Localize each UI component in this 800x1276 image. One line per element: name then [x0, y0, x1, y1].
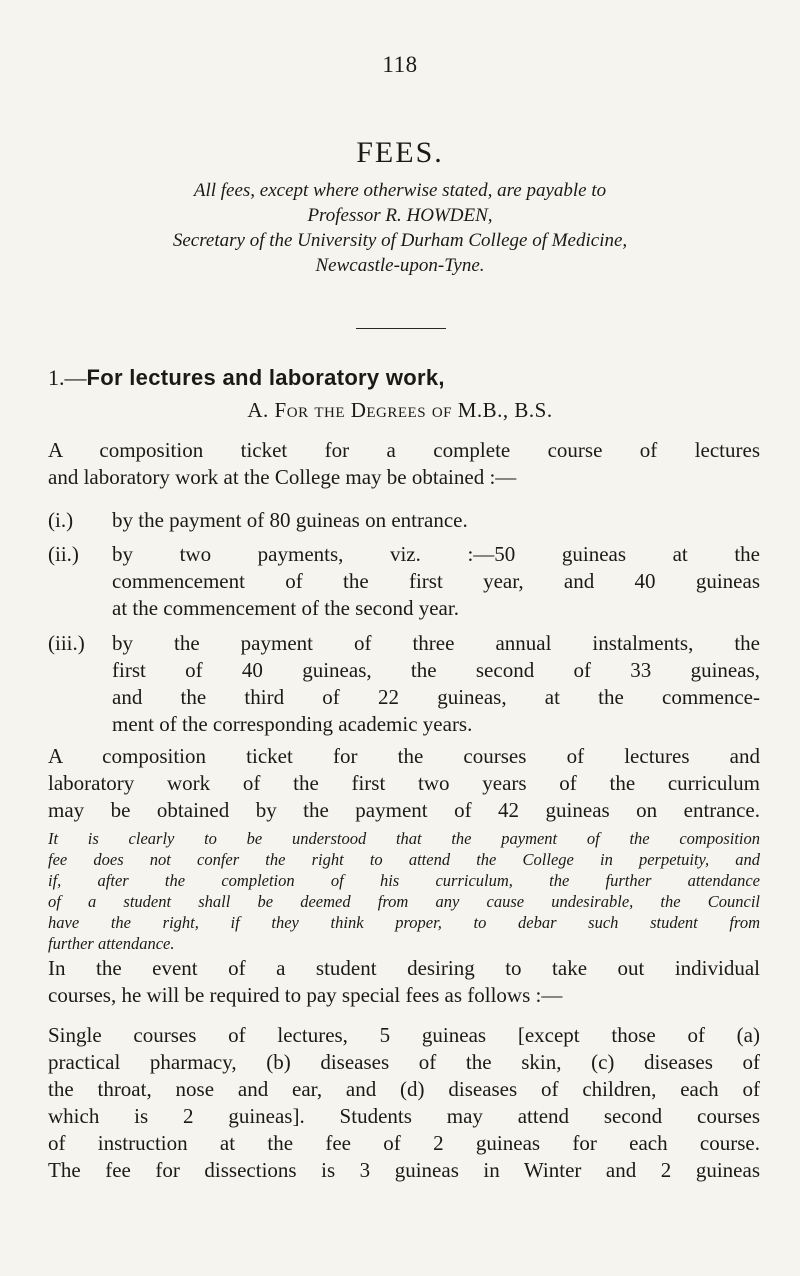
note-line: of a student shall be deemed from any cause undesirable, the Council	[48, 892, 760, 911]
paragraph-line: Single courses of lectures, 5 guineas [except those of (a)	[48, 1023, 760, 1047]
paragraph-line: The fee for dissections is 3 guineas in Winter and 2 guineas	[48, 1158, 760, 1182]
paragraph-individual-courses	[48, 955, 760, 1009]
section-title: For lectures and laboratory work,	[86, 365, 445, 390]
note-line: if, after the completion of his curriculum, the further attendance	[48, 871, 760, 890]
paragraph-line: and laboratory work at the College may be obtained :—	[48, 465, 517, 489]
paragraph-line: the throat, nose and ear, and (d) diseases of children, each of	[48, 1077, 760, 1101]
list-item-marker: (i.)	[48, 508, 74, 532]
list-item-line: by the payment of three annual instalments, the	[112, 631, 760, 655]
list-item-line: by the payment of 80 guineas on entrance.	[112, 508, 468, 532]
note-line: It is clearly to be understood that the payment of the composition	[48, 829, 760, 848]
paragraph-line: In the event of a student desiring to take out individual	[48, 956, 760, 980]
list-item-line: by two payments, viz. :—50 guineas at the	[112, 542, 760, 566]
intro-line: Secretary of the University of Durham College of Medicine,	[172, 230, 628, 251]
composition-fee-note	[48, 828, 760, 954]
page-number: 118	[382, 52, 418, 77]
intro-line: All fees, except where otherwise stated, are payable to	[193, 180, 607, 201]
note-line: have the right, if they think proper, to debar such student from	[48, 913, 760, 932]
list-item-marker: (ii.)	[48, 542, 79, 566]
page-title: FEES.	[356, 136, 444, 169]
divider-rule	[356, 328, 446, 329]
paragraph-line: A composition ticket for the courses of lectures and	[48, 744, 760, 768]
paragraph-line: practical pharmacy, (b) diseases of the skin, (c) diseases of	[48, 1050, 760, 1074]
list-item-line: ment of the corresponding academic years.	[112, 712, 473, 736]
paragraph-single-courses	[48, 1022, 760, 1184]
intro-line: Professor R. HOWDEN,	[307, 205, 493, 226]
paragraph-line: courses, he will be required to pay special fees as follows :—	[48, 983, 563, 1007]
paragraph-line: laboratory work of the first two years of the curriculum	[48, 771, 760, 795]
section-heading	[48, 365, 445, 391]
list-item-line: first of 40 guineas, the second of 33 guineas,	[112, 658, 760, 682]
paragraph-first-two-years	[48, 743, 760, 824]
intro-line: Newcastle-upon-Tyne.	[315, 255, 485, 276]
paragraph-line: A composition ticket for a complete course of lectures	[48, 438, 760, 462]
subheading: A. For the Degrees of M.B., B.S.	[247, 398, 553, 422]
list-item-line: commencement of the first year, and 40 guineas	[112, 569, 760, 593]
list-item-marker: (iii.)	[48, 631, 85, 655]
intro-note	[60, 178, 740, 278]
list-item-line: at the commencement of the second year.	[112, 596, 459, 620]
paragraph-composition-ticket	[48, 437, 760, 491]
section-number: 1.—	[48, 365, 87, 390]
paragraph-line: of instruction at the fee of 2 guineas for each course.	[48, 1131, 760, 1155]
paragraph-line: which is 2 guineas]. Students may attend second courses	[48, 1104, 760, 1128]
note-line: further attendance.	[48, 934, 175, 953]
list-item-line: and the third of 22 guineas, at the commence-	[112, 685, 760, 709]
note-line: fee does not confer the right to attend the College in perpetuity, and	[48, 850, 760, 869]
paragraph-line: may be obtained by the payment of 42 guineas on entrance.	[48, 798, 760, 822]
